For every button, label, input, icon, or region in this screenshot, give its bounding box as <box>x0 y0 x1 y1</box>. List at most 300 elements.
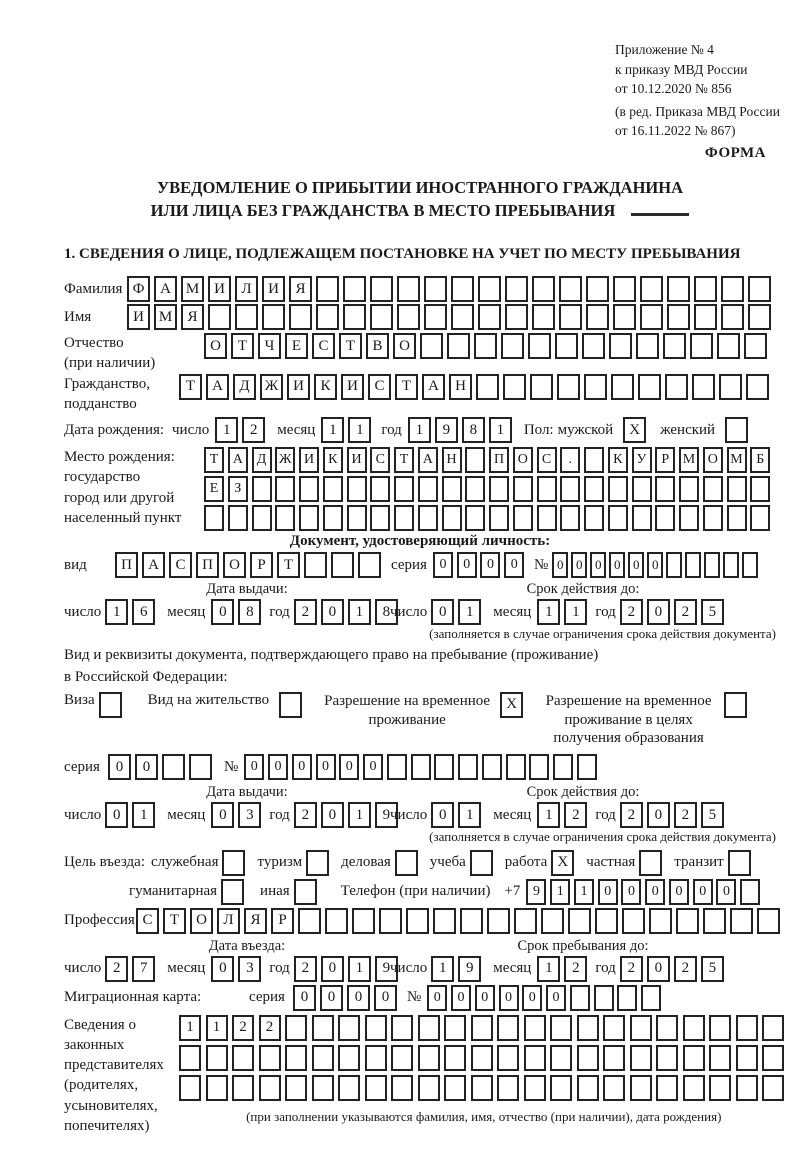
char-box <box>577 1045 599 1071</box>
char-box: 2 <box>105 956 128 982</box>
temp-residence-edu-checkbox <box>724 692 747 718</box>
year-label: год <box>595 960 616 977</box>
char-box <box>727 476 747 502</box>
char-box <box>458 754 478 780</box>
char-box: 9 <box>526 879 546 905</box>
char-box: И <box>299 447 319 473</box>
char-box <box>259 1045 281 1071</box>
form-title-line2: ИЛИ ЛИЦА БЕЗ ГРАЖДАНСТВА В МЕСТО ПРЕБЫВАНИЯ <box>150 200 616 220</box>
purpose-official-label: служебная <box>150 854 219 870</box>
char-box <box>667 304 690 330</box>
residence-doc-intro-line1: Вид и реквизиты документа, подтверждающего право на пребывание (проживание) <box>64 647 599 664</box>
month-label: месяц <box>493 960 532 977</box>
char-box <box>613 276 636 302</box>
char-box: 0 <box>321 599 344 625</box>
char-box: Л <box>217 908 240 934</box>
char-box <box>418 476 438 502</box>
permit-series-boxes <box>108 754 216 780</box>
char-box: 0 <box>546 985 566 1011</box>
month-label: месяц <box>493 806 532 823</box>
char-box: 0 <box>211 802 234 828</box>
char-box: 5 <box>701 599 724 625</box>
char-box: П <box>489 447 509 473</box>
char-box: К <box>608 447 628 473</box>
char-box <box>582 333 605 359</box>
char-box: С <box>370 447 390 473</box>
char-box <box>391 1045 413 1071</box>
char-box <box>338 1075 360 1101</box>
char-box: Б <box>750 447 770 473</box>
entry-date-col <box>64 937 390 982</box>
char-box: О <box>190 908 213 934</box>
char-box: . <box>560 447 580 473</box>
entry-dates <box>64 937 776 982</box>
id-series-label: серия <box>391 556 427 573</box>
representatives-label-line2: законных <box>64 1036 125 1053</box>
char-box: П <box>196 552 219 578</box>
char-box <box>299 505 319 531</box>
char-box <box>719 374 742 400</box>
char-box <box>532 276 555 302</box>
profession-boxes <box>136 908 784 934</box>
char-box: 1 <box>348 956 371 982</box>
char-box <box>559 276 582 302</box>
char-box <box>550 1015 572 1041</box>
char-box <box>640 304 663 330</box>
identity-doc-row <box>64 552 776 578</box>
visa-checkbox <box>99 692 122 718</box>
char-box <box>553 754 573 780</box>
char-box <box>465 447 485 473</box>
char-box: 0 <box>433 552 453 578</box>
char-box <box>206 1045 228 1071</box>
char-box <box>524 1045 546 1071</box>
char-box: П <box>115 552 138 578</box>
char-box: Я <box>244 908 267 934</box>
birthplace-label-line2: государство <box>64 469 141 486</box>
patronymic-boxes <box>204 333 771 359</box>
visa-label: Виза <box>64 691 95 708</box>
char-box <box>721 276 744 302</box>
char-box: 0 <box>609 552 625 578</box>
char-box: Л <box>235 276 258 302</box>
char-box: 0 <box>244 754 264 780</box>
representatives-label-line6: попечителях) <box>64 1117 150 1134</box>
representatives-label-line3: представителях <box>64 1057 164 1074</box>
id-valid-month-boxes <box>537 599 591 625</box>
form-title-line1: УВЕДОМЛЕНИЕ О ПРИБЫТИИ ИНОСТРАННОГО ГРАЖДАНИНА <box>156 177 684 197</box>
char-box: 1 <box>321 417 344 443</box>
char-box <box>649 908 672 934</box>
header-ref-line2: к приказу МВД России <box>615 61 748 77</box>
char-box: 1 <box>458 802 481 828</box>
migration-series-boxes <box>293 985 401 1011</box>
char-box: 9 <box>435 417 458 443</box>
char-box <box>387 754 407 780</box>
char-box <box>721 304 744 330</box>
month-label: месяц <box>167 806 206 823</box>
char-box: 0 <box>669 879 689 905</box>
char-box: А <box>142 552 165 578</box>
char-box <box>285 1045 307 1071</box>
char-box <box>730 908 753 934</box>
char-box <box>503 374 526 400</box>
char-box: И <box>262 276 285 302</box>
char-box <box>667 276 690 302</box>
char-box <box>312 1015 334 1041</box>
entry-year-boxes <box>294 956 402 982</box>
birthplace-label <box>64 447 204 528</box>
permit-type-row <box>64 692 776 748</box>
char-box <box>586 276 609 302</box>
char-box: 0 <box>293 985 316 1011</box>
identity-doc-dates <box>64 580 776 642</box>
char-box <box>275 476 295 502</box>
visit-purpose-row2 <box>64 879 776 905</box>
migration-series-label: серия <box>249 989 285 1006</box>
char-box: И <box>341 374 364 400</box>
char-box <box>299 476 319 502</box>
char-box <box>235 304 258 330</box>
char-box <box>312 1045 334 1071</box>
char-box <box>442 476 462 502</box>
char-box <box>465 476 485 502</box>
header-ref-line4: (в ред. Приказа МВД России <box>615 103 780 119</box>
permit-valid-heading: Срок действия до: <box>526 784 640 801</box>
char-box: Д <box>252 447 272 473</box>
char-box <box>709 1075 731 1101</box>
char-box: 0 <box>347 985 370 1011</box>
char-box <box>447 333 470 359</box>
birthdate-label: Дата рождения: <box>64 421 165 438</box>
representatives-row3-boxes <box>179 1075 789 1101</box>
char-box: 0 <box>339 754 359 780</box>
char-box: 0 <box>647 802 670 828</box>
char-box: 0 <box>105 802 128 828</box>
char-box: Ч <box>258 333 281 359</box>
permit-issue-year-boxes <box>294 802 402 828</box>
migration-card-row <box>64 985 776 1011</box>
char-box <box>391 1075 413 1101</box>
char-box: 0 <box>363 754 383 780</box>
char-box <box>586 304 609 330</box>
form-title-line2-wrap <box>64 199 776 222</box>
char-box: 0 <box>457 552 477 578</box>
citizenship-row <box>64 374 776 415</box>
doc-type-boxes <box>115 552 385 578</box>
char-box: 2 <box>232 1015 254 1041</box>
year-label: год <box>269 960 290 977</box>
char-box <box>736 1015 758 1041</box>
char-box <box>703 476 723 502</box>
id-valid-day-boxes <box>431 599 485 625</box>
char-box: З <box>228 476 248 502</box>
char-box <box>640 276 663 302</box>
char-box <box>418 1075 440 1101</box>
char-box: 0 <box>427 985 447 1011</box>
char-box <box>683 1045 705 1071</box>
char-box: 0 <box>647 599 670 625</box>
char-box <box>663 333 686 359</box>
char-box <box>189 754 212 780</box>
char-box <box>613 304 636 330</box>
stay-month-boxes <box>537 956 591 982</box>
char-box <box>740 879 760 905</box>
char-box: С <box>312 333 335 359</box>
char-box <box>736 1075 758 1101</box>
char-box <box>528 333 551 359</box>
char-box <box>204 505 224 531</box>
char-box <box>603 1075 625 1101</box>
char-box: 6 <box>132 599 155 625</box>
char-box: С <box>368 374 391 400</box>
char-box <box>704 552 720 578</box>
char-box <box>285 1015 307 1041</box>
char-box: И <box>287 374 310 400</box>
char-box: 9 <box>458 956 481 982</box>
char-box <box>757 908 780 934</box>
id-number-label: № <box>533 556 549 573</box>
birthplace-rows <box>204 447 774 531</box>
char-box <box>179 1045 201 1071</box>
patronymic-label-line1: Отчество <box>64 335 124 351</box>
char-box: А <box>418 447 438 473</box>
char-box <box>497 1015 519 1041</box>
month-label: месяц <box>167 603 206 620</box>
char-box <box>537 476 557 502</box>
char-box <box>451 276 474 302</box>
char-box <box>444 1045 466 1071</box>
char-box <box>577 754 597 780</box>
male-checkbox: X <box>623 417 646 443</box>
char-box: 0 <box>499 985 519 1011</box>
char-box: 0 <box>431 802 454 828</box>
char-box <box>630 1075 652 1101</box>
char-box <box>514 908 537 934</box>
identity-doc-heading: Документ, удостоверяющий личность: <box>289 533 551 549</box>
char-box: С <box>136 908 159 934</box>
char-box <box>532 304 555 330</box>
char-box <box>358 552 381 578</box>
char-box <box>750 476 770 502</box>
temp-residence-label-line2: проживание <box>368 711 446 728</box>
char-box <box>505 304 528 330</box>
char-box <box>655 476 675 502</box>
char-box <box>727 505 747 531</box>
char-box <box>568 908 591 934</box>
month-label: месяц <box>493 603 532 620</box>
char-box <box>559 304 582 330</box>
phone-boxes <box>526 879 764 905</box>
char-box: 0 <box>211 956 234 982</box>
char-box: Д <box>233 374 256 400</box>
char-box <box>762 1045 784 1071</box>
visit-purpose-label: Цель въезда: <box>64 854 145 870</box>
birth-year-boxes <box>408 417 516 443</box>
identity-issue-date-row <box>64 599 390 625</box>
char-box <box>557 374 580 400</box>
char-box <box>709 1015 731 1041</box>
char-box: О <box>204 333 227 359</box>
char-box: 0 <box>320 985 343 1011</box>
char-box <box>665 374 688 400</box>
char-box <box>748 304 771 330</box>
char-box <box>232 1075 254 1101</box>
profession-label: Профессия <box>64 912 135 928</box>
char-box <box>742 552 758 578</box>
representatives-rows <box>179 1015 789 1125</box>
char-box: 9 <box>375 802 398 828</box>
char-box <box>370 276 393 302</box>
char-box <box>471 1045 493 1071</box>
id-series-boxes <box>433 552 528 578</box>
char-box: 0 <box>571 552 587 578</box>
char-box: 0 <box>621 879 641 905</box>
char-box: 1 <box>348 417 371 443</box>
day-label: число <box>64 960 102 977</box>
char-box: 1 <box>132 802 155 828</box>
char-box <box>379 908 402 934</box>
char-box: 1 <box>206 1015 228 1041</box>
id-number-boxes <box>552 552 761 578</box>
char-box: 1 <box>550 879 570 905</box>
char-box: 0 <box>647 552 663 578</box>
char-box <box>655 505 675 531</box>
char-box: Р <box>250 552 273 578</box>
char-box <box>736 1045 758 1071</box>
citizenship-label <box>64 374 179 415</box>
char-box <box>501 333 524 359</box>
char-box: 2 <box>242 417 265 443</box>
char-box <box>577 1015 599 1041</box>
purpose-study-checkbox <box>470 850 493 876</box>
char-box: 0 <box>590 552 606 578</box>
char-box <box>746 374 769 400</box>
temp-residence-edu-label <box>541 692 716 748</box>
char-box: А <box>422 374 445 400</box>
char-box: 1 <box>105 599 128 625</box>
representatives-block <box>64 1015 776 1137</box>
stay-until-heading: Срок пребывания до: <box>517 937 649 954</box>
header-ref-line3: от 10.12.2020 № 856 <box>615 81 732 97</box>
day-label: число <box>390 960 428 977</box>
char-box <box>679 476 699 502</box>
char-box: М <box>679 447 699 473</box>
permit-dates <box>64 783 776 845</box>
char-box <box>406 908 429 934</box>
temp-residence-edu-label-line1: Разрешение на временное <box>545 692 712 709</box>
header-ref-line1: Приложение № 4 <box>615 42 714 57</box>
section1-heading: 1. СВЕДЕНИЯ О ЛИЦЕ, ПОДЛЕЖАЩЕМ ПОСТАНОВКЕ НА УЧЕТ ПО МЕСТУ ПРЕБЫВАНИЯ <box>64 246 741 262</box>
birthplace-label-line4: населенный пункт <box>64 509 182 526</box>
char-box <box>513 505 533 531</box>
phone-prefix-label: +7 <box>504 883 521 899</box>
char-box: С <box>537 447 557 473</box>
char-box <box>365 1075 387 1101</box>
char-box <box>683 1015 705 1041</box>
char-box: И <box>347 447 367 473</box>
char-box: 1 <box>574 879 594 905</box>
char-box <box>489 505 509 531</box>
char-box <box>206 1075 228 1101</box>
char-box <box>391 1015 413 1041</box>
char-box <box>411 754 431 780</box>
char-box <box>690 333 713 359</box>
char-box <box>343 304 366 330</box>
char-box <box>603 1045 625 1071</box>
char-box: 0 <box>374 985 397 1011</box>
char-box <box>444 1015 466 1041</box>
char-box <box>608 476 628 502</box>
char-box: О <box>513 447 533 473</box>
char-box <box>465 505 485 531</box>
char-box <box>474 333 497 359</box>
char-box <box>338 1015 360 1041</box>
char-box <box>541 908 564 934</box>
char-box: 1 <box>489 417 512 443</box>
year-label: год <box>381 421 402 438</box>
purpose-business-label: деловая <box>341 854 391 870</box>
char-box <box>529 754 549 780</box>
purpose-tourism-label: туризм <box>257 854 303 870</box>
char-box <box>434 754 454 780</box>
char-box <box>482 754 502 780</box>
char-box: 0 <box>431 599 454 625</box>
char-box <box>338 1045 360 1071</box>
char-box: 2 <box>294 802 317 828</box>
representatives-label-line4: (родителях, <box>64 1077 139 1094</box>
char-box: 2 <box>294 956 317 982</box>
char-box: 8 <box>238 599 261 625</box>
char-box: О <box>223 552 246 578</box>
char-box: А <box>228 447 248 473</box>
stay-day-boxes <box>431 956 485 982</box>
name-label: Имя <box>64 308 92 325</box>
char-box: Т <box>277 552 300 578</box>
char-box: Ф <box>127 276 150 302</box>
char-box: 0 <box>321 956 344 982</box>
char-box <box>316 304 339 330</box>
char-box <box>442 505 462 531</box>
char-box: 0 <box>716 879 736 905</box>
day-label: число <box>172 421 210 438</box>
char-box <box>331 552 354 578</box>
char-box: 1 <box>537 802 560 828</box>
char-box <box>676 908 699 934</box>
char-box <box>584 476 604 502</box>
temp-residence-checkbox: X <box>500 692 523 718</box>
char-box <box>703 908 726 934</box>
char-box: 1 <box>408 417 431 443</box>
char-box <box>709 1045 731 1071</box>
year-label: год <box>269 806 290 823</box>
char-box <box>632 505 652 531</box>
permit-series-label: серия <box>64 758 100 775</box>
char-box <box>530 374 553 400</box>
residence-doc-intro <box>64 645 776 689</box>
citizenship-label-line2: подданство <box>64 395 137 412</box>
name-boxes <box>127 304 775 330</box>
header-ref-line5: от 16.11.2022 № 867) <box>615 123 736 139</box>
char-box <box>179 1075 201 1101</box>
char-box <box>262 304 285 330</box>
migration-card-label: Миграционная карта: <box>64 989 202 1006</box>
patronymic-label <box>64 333 204 374</box>
char-box: О <box>393 333 416 359</box>
char-box: 0 <box>451 985 471 1011</box>
char-box <box>444 1075 466 1101</box>
char-box: 2 <box>620 956 643 982</box>
